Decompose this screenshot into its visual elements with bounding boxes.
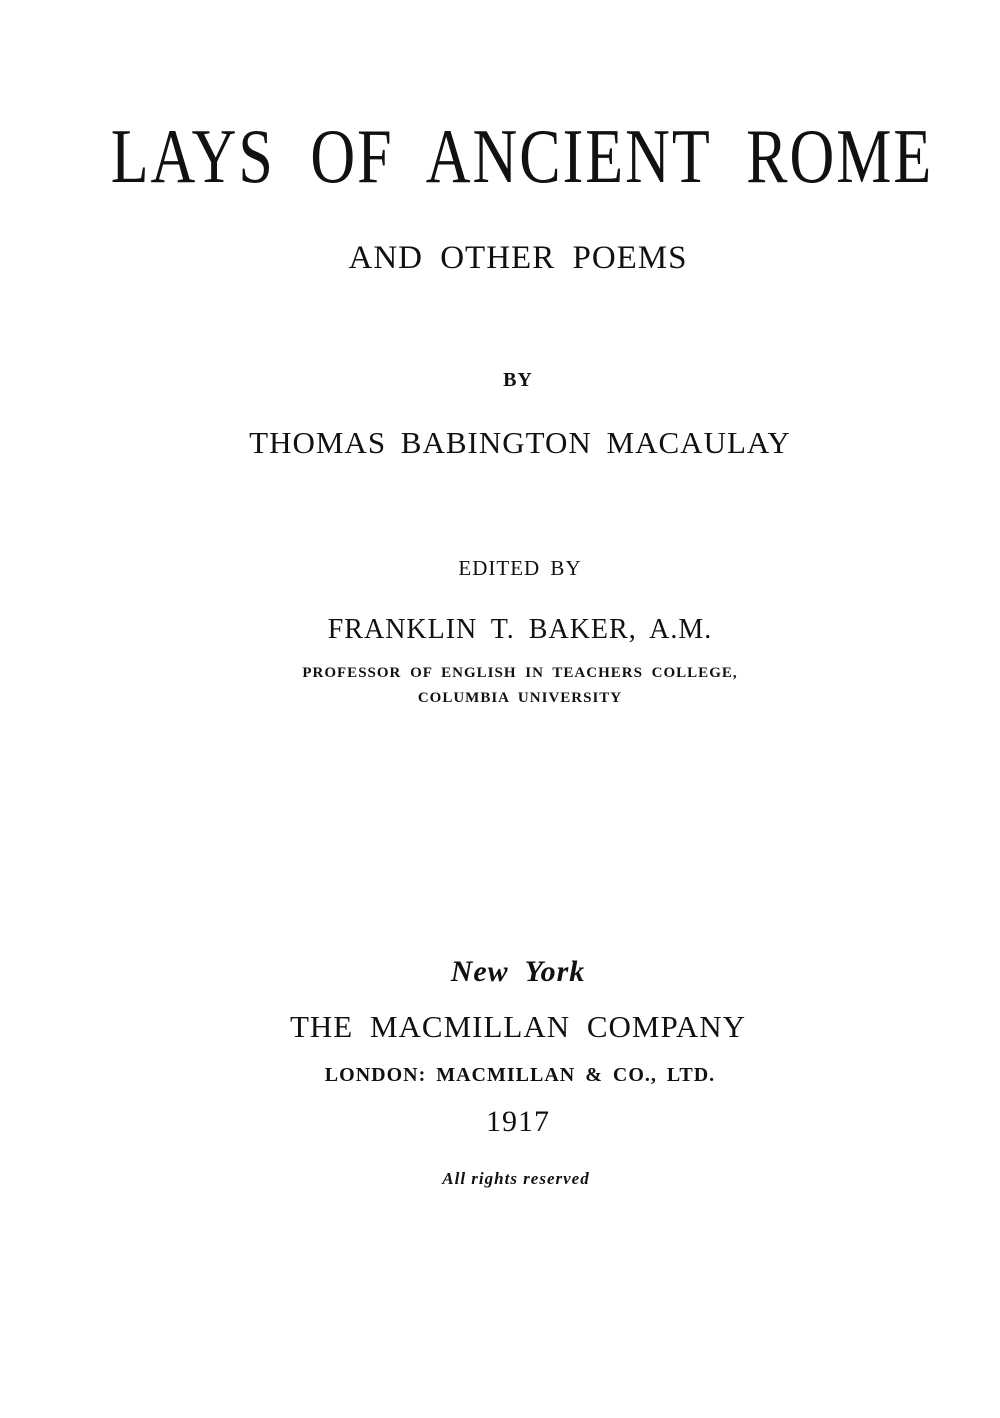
editor-name: FRANKLIN T. BAKER, A.M.: [327, 614, 713, 645]
book-subtitle: AND OTHER POEMS: [348, 240, 688, 276]
rights-statement: All rights reserved: [442, 1169, 590, 1188]
publisher-name: THE MACMILLAN COMPANY: [289, 1009, 747, 1044]
by-label: BY: [503, 369, 533, 391]
editor-affiliation-line-1: PROFESSOR OF ENGLISH IN TEACHERS COLLEGE,: [302, 665, 738, 681]
publication-year: 1917: [486, 1105, 550, 1138]
book-title: LAYS OF ANCIENT ROME: [110, 114, 934, 200]
london-publisher: LONDON: MACMILLAN & CO., LTD.: [324, 1064, 716, 1086]
edited-by-label: EDITED BY: [458, 556, 582, 580]
publication-place: New York: [450, 955, 586, 988]
editor-affiliation-line-2: COLUMBIA UNIVERSITY: [417, 690, 623, 706]
author-name: THOMAS BABINGTON MACAULAY: [249, 425, 791, 460]
